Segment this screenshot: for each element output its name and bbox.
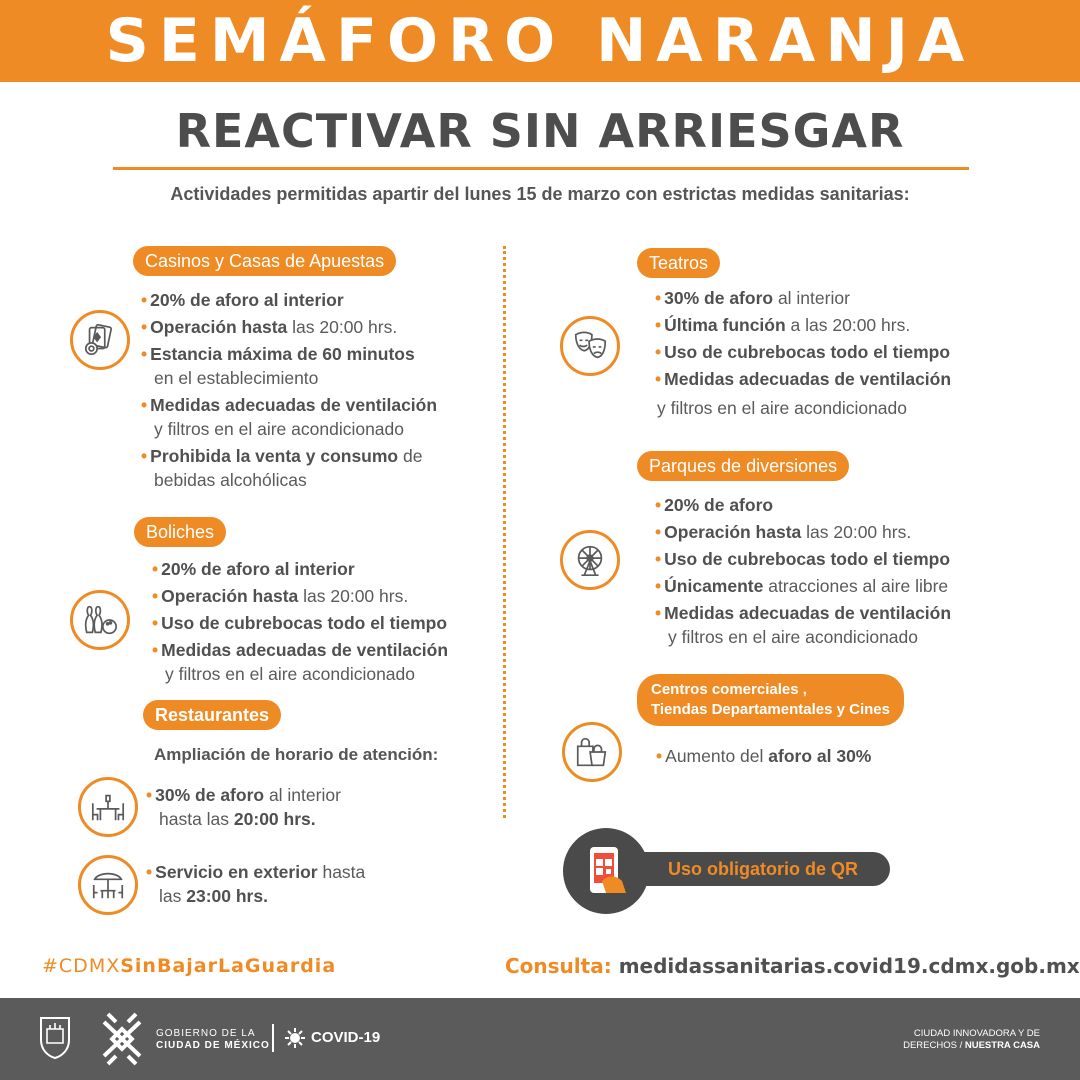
list-item: • Prohibida la venta y consumo de bebidas alcohólicas — [141, 446, 423, 490]
section-teatros-title: Teatros — [637, 248, 720, 278]
covid-label: COVID-19 — [311, 1029, 381, 1046]
list-item: • Uso de cubrebocas todo el tiempo — [655, 549, 951, 569]
title-divider — [113, 167, 969, 170]
bullet-icon: • — [141, 446, 148, 466]
list-item: • Aumento del aforo al 30% — [656, 746, 872, 766]
list-item: • Operación hasta las 20:00 hrs. — [655, 522, 912, 542]
bullet-icon: • — [655, 549, 662, 569]
list-item: • 20% de aforo — [655, 495, 774, 515]
section-casinos-title: Casinos y Casas de Apuestas — [133, 246, 396, 276]
restaurantes-list-2 — [146, 860, 365, 911]
theater-masks-icon — [560, 316, 620, 376]
ferris-wheel-icon — [560, 530, 620, 590]
bullet-icon: • — [152, 586, 159, 606]
slogan: CIUDAD INNOVADORA Y DE DERECHOS / NUESTRA CASA — [903, 1028, 1040, 1051]
section-restaurantes-title: Restaurantes — [143, 700, 281, 730]
list-item: • Uso de cubrebocas todo el tiempo — [655, 342, 951, 362]
bullet-icon: • — [655, 369, 662, 389]
city-shield-icon — [38, 1015, 72, 1061]
list-item: • 30% de aforo al interior hasta las 20:00 hrs. — [146, 785, 341, 829]
list-item: • Operación hasta las 20:00 hrs. — [152, 586, 409, 606]
bullet-icon: • — [152, 613, 159, 633]
list-item: • Medidas adecuadas de ventilación y filtros en el aire acondicionado — [655, 603, 952, 647]
list-item: • Uso de cubrebocas todo el tiempo — [152, 613, 448, 633]
page-subtitle: REACTIVAR SIN ARRIESGAR — [175, 104, 905, 158]
bullet-icon: • — [152, 640, 159, 660]
list-item: • 20% de aforo al interior — [152, 559, 355, 579]
bullet-icon: • — [141, 395, 148, 415]
bullet-icon: • — [655, 576, 662, 596]
bullet-icon: • — [655, 288, 662, 308]
virus-icon — [284, 1027, 306, 1049]
list-item: • 20% de aforo al interior — [141, 290, 344, 310]
qr-badge: Uso obligatorio de QR — [640, 852, 890, 886]
list-item: • Servicio en exterior hasta las 23:00 hrs. — [146, 862, 366, 906]
outdoor-umbrella-table-icon — [78, 855, 138, 915]
section-centros-title: Centros comerciales , Tiendas Departamentales y Cines — [637, 674, 904, 726]
consulta-line: Consulta: medidassanitarias.covid19.cdmx.gob.mx — [505, 954, 1080, 978]
list-item: • Estancia máxima de 60 minutos en el establecimiento — [141, 344, 415, 388]
casinos-list — [141, 288, 437, 495]
footer — [0, 998, 1080, 1080]
gobierno-label: GOBIERNO DE LA CIUDAD DE MÉXICO — [156, 1028, 270, 1051]
intro-text: Actividades permitidas apartir del lunes 15 de marzo con estrictas medidas sanitarias: — [170, 184, 910, 204]
list-item: • Operación hasta las 20:00 hrs. — [141, 317, 398, 337]
bullet-icon: • — [141, 317, 148, 337]
section-boliches-title: Boliches — [134, 517, 226, 547]
shopping-bags-icon — [562, 722, 622, 782]
teatros-tail: y filtros en el aire acondicionado — [657, 398, 908, 418]
consulta-url[interactable]: medidassanitarias.covid19.cdmx.gob.mx — [618, 954, 1080, 978]
phone-qr-icon — [563, 828, 649, 914]
column-divider — [503, 246, 506, 818]
hashtag: #CDMXSinBajarLaGuardia — [42, 955, 337, 977]
bullet-icon: • — [655, 522, 662, 542]
bullet-icon: • — [141, 290, 148, 310]
bullet-icon: • — [655, 495, 662, 515]
footer-separator — [272, 1024, 274, 1052]
boliches-list — [152, 557, 448, 689]
parques-list — [655, 493, 951, 652]
dining-table-icon — [78, 777, 138, 837]
header-banner — [0, 0, 1080, 82]
bowling-icon — [70, 590, 130, 650]
banner-title: SEMÁFORO NARANJA — [105, 6, 975, 76]
list-item: • Únicamente atracciones al aire libre — [655, 576, 949, 596]
bullet-icon: • — [141, 344, 148, 364]
list-item: • Última función a las 20:00 hrs. — [655, 315, 911, 335]
list-item: • Medidas adecuadas de ventilación y filtros en el aire acondicionado — [141, 395, 438, 439]
bullet-icon: • — [152, 559, 159, 579]
section-parques-title: Parques de diversiones — [637, 451, 849, 481]
cards-dice-icon — [70, 310, 130, 370]
cdmx-logo-icon — [96, 1010, 148, 1068]
restaurantes-list-1 — [146, 783, 341, 834]
list-item: • 30% de aforo al interior — [655, 288, 850, 308]
list-item: • Medidas adecuadas de ventilación — [655, 369, 952, 389]
restaurantes-note: Ampliación de horario de atención: — [154, 745, 439, 764]
list-item: • Medidas adecuadas de ventilación y filtros en el aire acondicionado — [152, 640, 449, 684]
bullet-icon: • — [655, 315, 662, 335]
bullet-icon: • — [655, 342, 662, 362]
centros-list — [656, 744, 871, 771]
bullet-icon: • — [655, 603, 662, 623]
teatros-list — [655, 286, 951, 394]
